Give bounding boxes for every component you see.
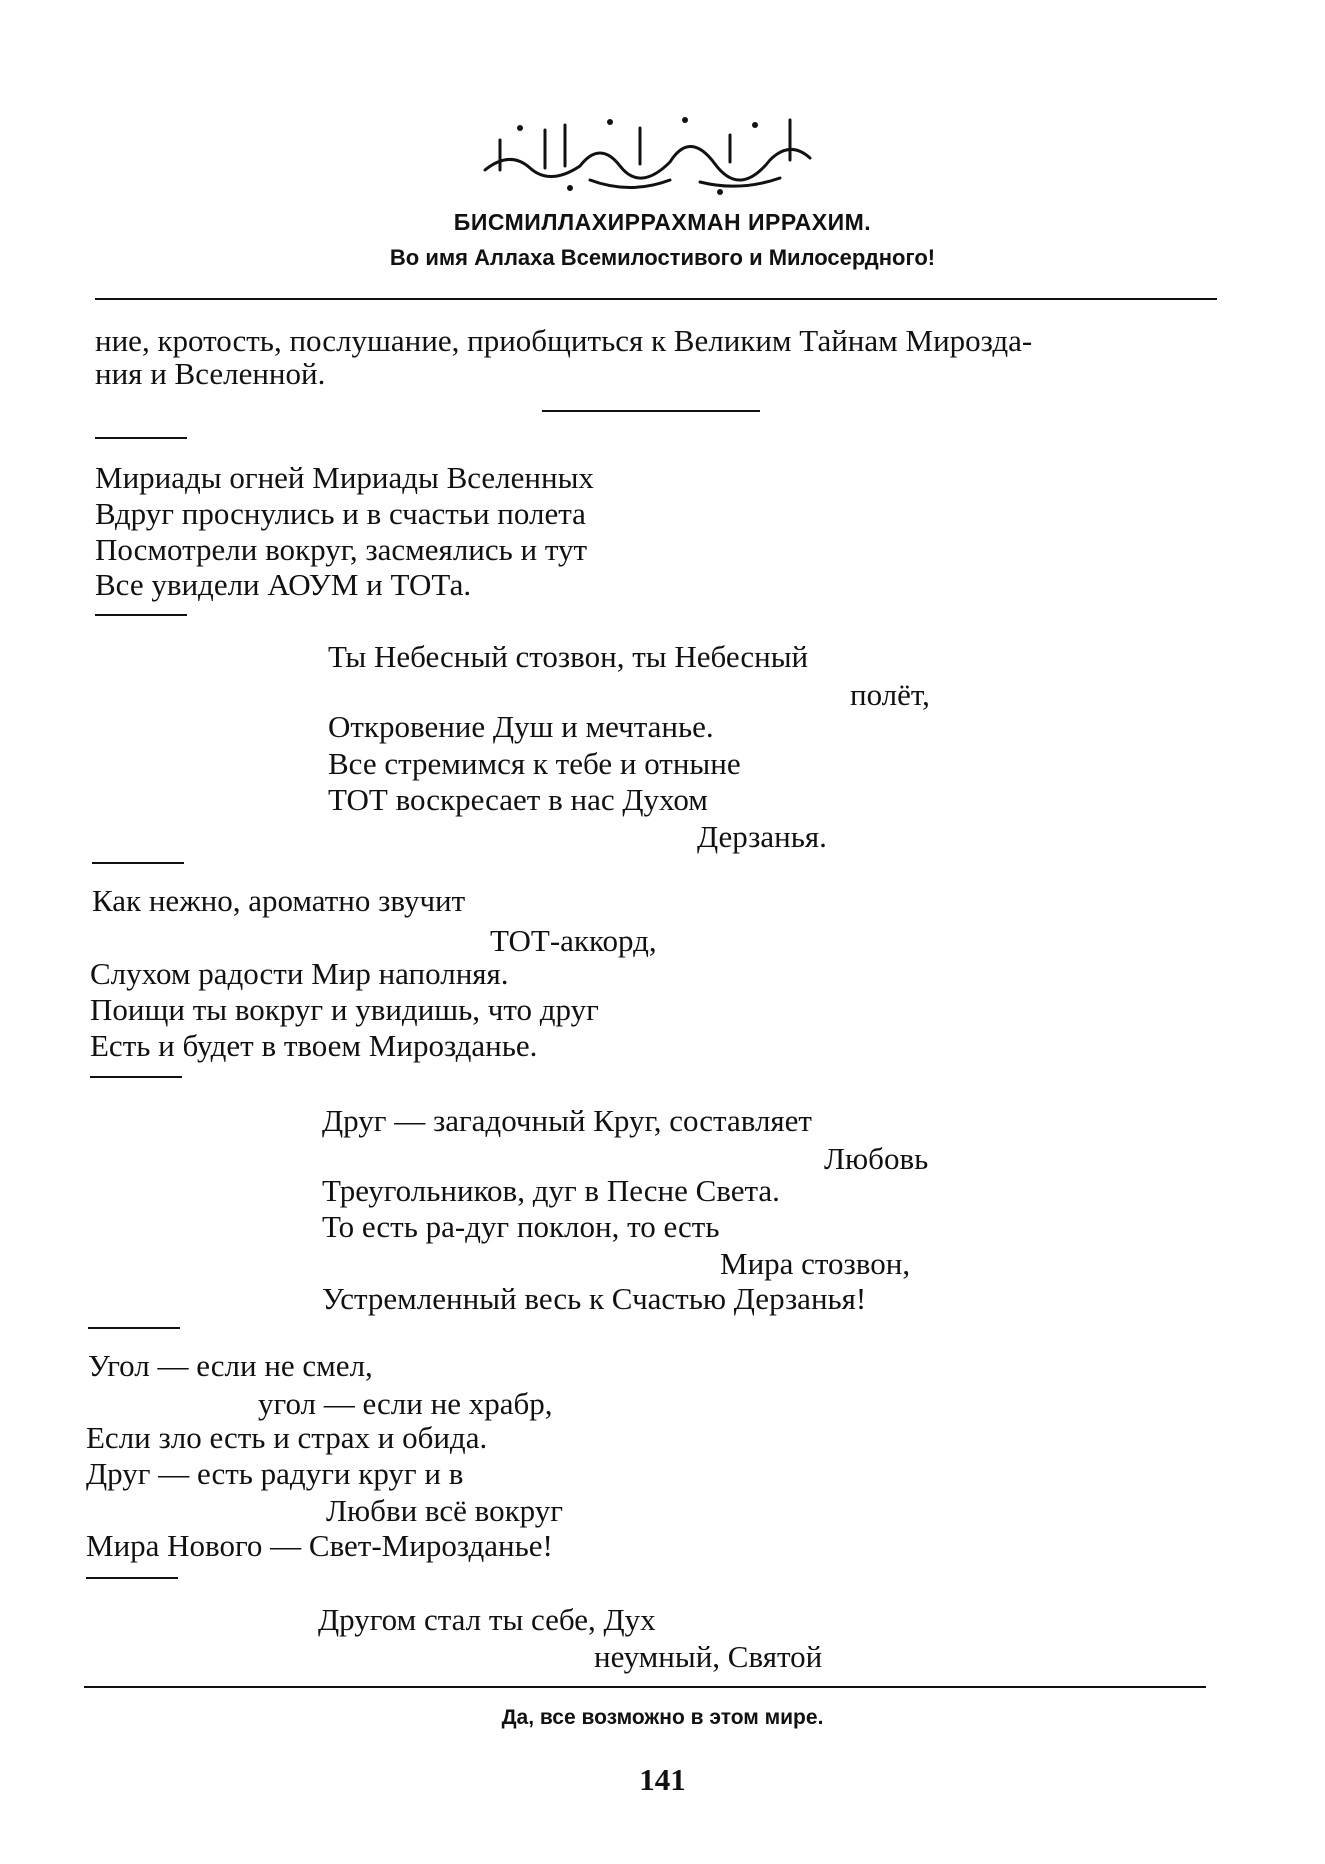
verse-line: Мира стозвон, bbox=[720, 1246, 911, 1281]
stanza-divider bbox=[95, 614, 187, 616]
verse-line: ТОТ-аккорд, bbox=[490, 923, 657, 958]
bismillah-calligraphy bbox=[470, 100, 830, 200]
verse-line: Поищи ты вокруг и увидишь, что друг bbox=[90, 992, 599, 1027]
verse-line: Как нежно, ароматно звучит bbox=[92, 883, 466, 918]
verse-line: Угол — если не смел, bbox=[88, 1348, 373, 1383]
verse-line: Слухом радости Мир наполняя. bbox=[90, 956, 509, 991]
intro-line: ние, кротость, послушание, приобщиться к Великим Тайнам Мирозда- bbox=[95, 323, 1033, 358]
header-rule bbox=[95, 298, 1217, 300]
verse-line: полёт, bbox=[850, 677, 930, 712]
page-number: 141 bbox=[639, 1762, 686, 1797]
verse-line: Вдруг проснулись и в счастьи полета bbox=[95, 496, 586, 531]
stanza-divider bbox=[92, 862, 184, 864]
verse-line: ТОТ воскресает в нас Духом bbox=[328, 782, 708, 817]
verse-line: Откровение Душ и мечтанье. bbox=[328, 709, 714, 744]
stanza-divider bbox=[95, 437, 187, 439]
verse-line: Устремленный весь к Счастью Дерзанья! bbox=[322, 1281, 867, 1316]
verse-line: Ты Небесный стозвон, ты Небесный bbox=[328, 639, 809, 674]
verse-line: Дерзанья. bbox=[697, 819, 827, 854]
footer-note: Да, все возможно в этом мире. bbox=[501, 1706, 824, 1729]
verse-line: Другом стал ты себе, Дух bbox=[318, 1602, 656, 1637]
verse-line: Треугольников, дуг в Песне Света. bbox=[322, 1173, 780, 1208]
verse-line: Посмотрели вокруг, засмеялись и тут bbox=[95, 532, 588, 567]
verse-line: Любовь bbox=[824, 1141, 929, 1176]
header-title: БИСМИЛЛАХИРРАХМАН ИРРАХИМ. bbox=[453, 209, 872, 235]
verse-line: То есть ра-дуг поклон, то есть bbox=[322, 1209, 720, 1244]
stanza-divider bbox=[88, 1327, 180, 1329]
verse-line: Друг — есть радуги круг и в bbox=[86, 1456, 464, 1491]
stanza-divider bbox=[90, 1076, 182, 1078]
verse-line: Есть и будет в твоем Мирозданье. bbox=[90, 1028, 538, 1063]
verse-line: Мира Нового — Свет-Мирозданье! bbox=[86, 1528, 553, 1563]
verse-line: Друг — загадочный Круг, составляет bbox=[322, 1103, 812, 1138]
verse-line: Все увидели АОУМ и ТОТа. bbox=[95, 567, 472, 602]
stanza-divider bbox=[86, 1577, 178, 1579]
verse-line: Любви всё вокруг bbox=[326, 1493, 563, 1528]
verse-line: Если зло есть и страх и обида. bbox=[86, 1420, 488, 1455]
section-divider bbox=[542, 410, 760, 412]
verse-line: неумный, Святой bbox=[594, 1639, 823, 1674]
verse-line: угол — если не храбр, bbox=[258, 1386, 553, 1421]
header-subtitle: Во имя Аллаха Всемилостивого и Милосердного! bbox=[389, 245, 936, 270]
verse-line: Мириады огней Мириады Вселенных bbox=[95, 460, 594, 495]
verse-line: Все стремимся к тебе и отныне bbox=[328, 746, 741, 781]
footer-rule bbox=[84, 1686, 1206, 1688]
intro-line: ния и Вселенной. bbox=[95, 356, 326, 391]
